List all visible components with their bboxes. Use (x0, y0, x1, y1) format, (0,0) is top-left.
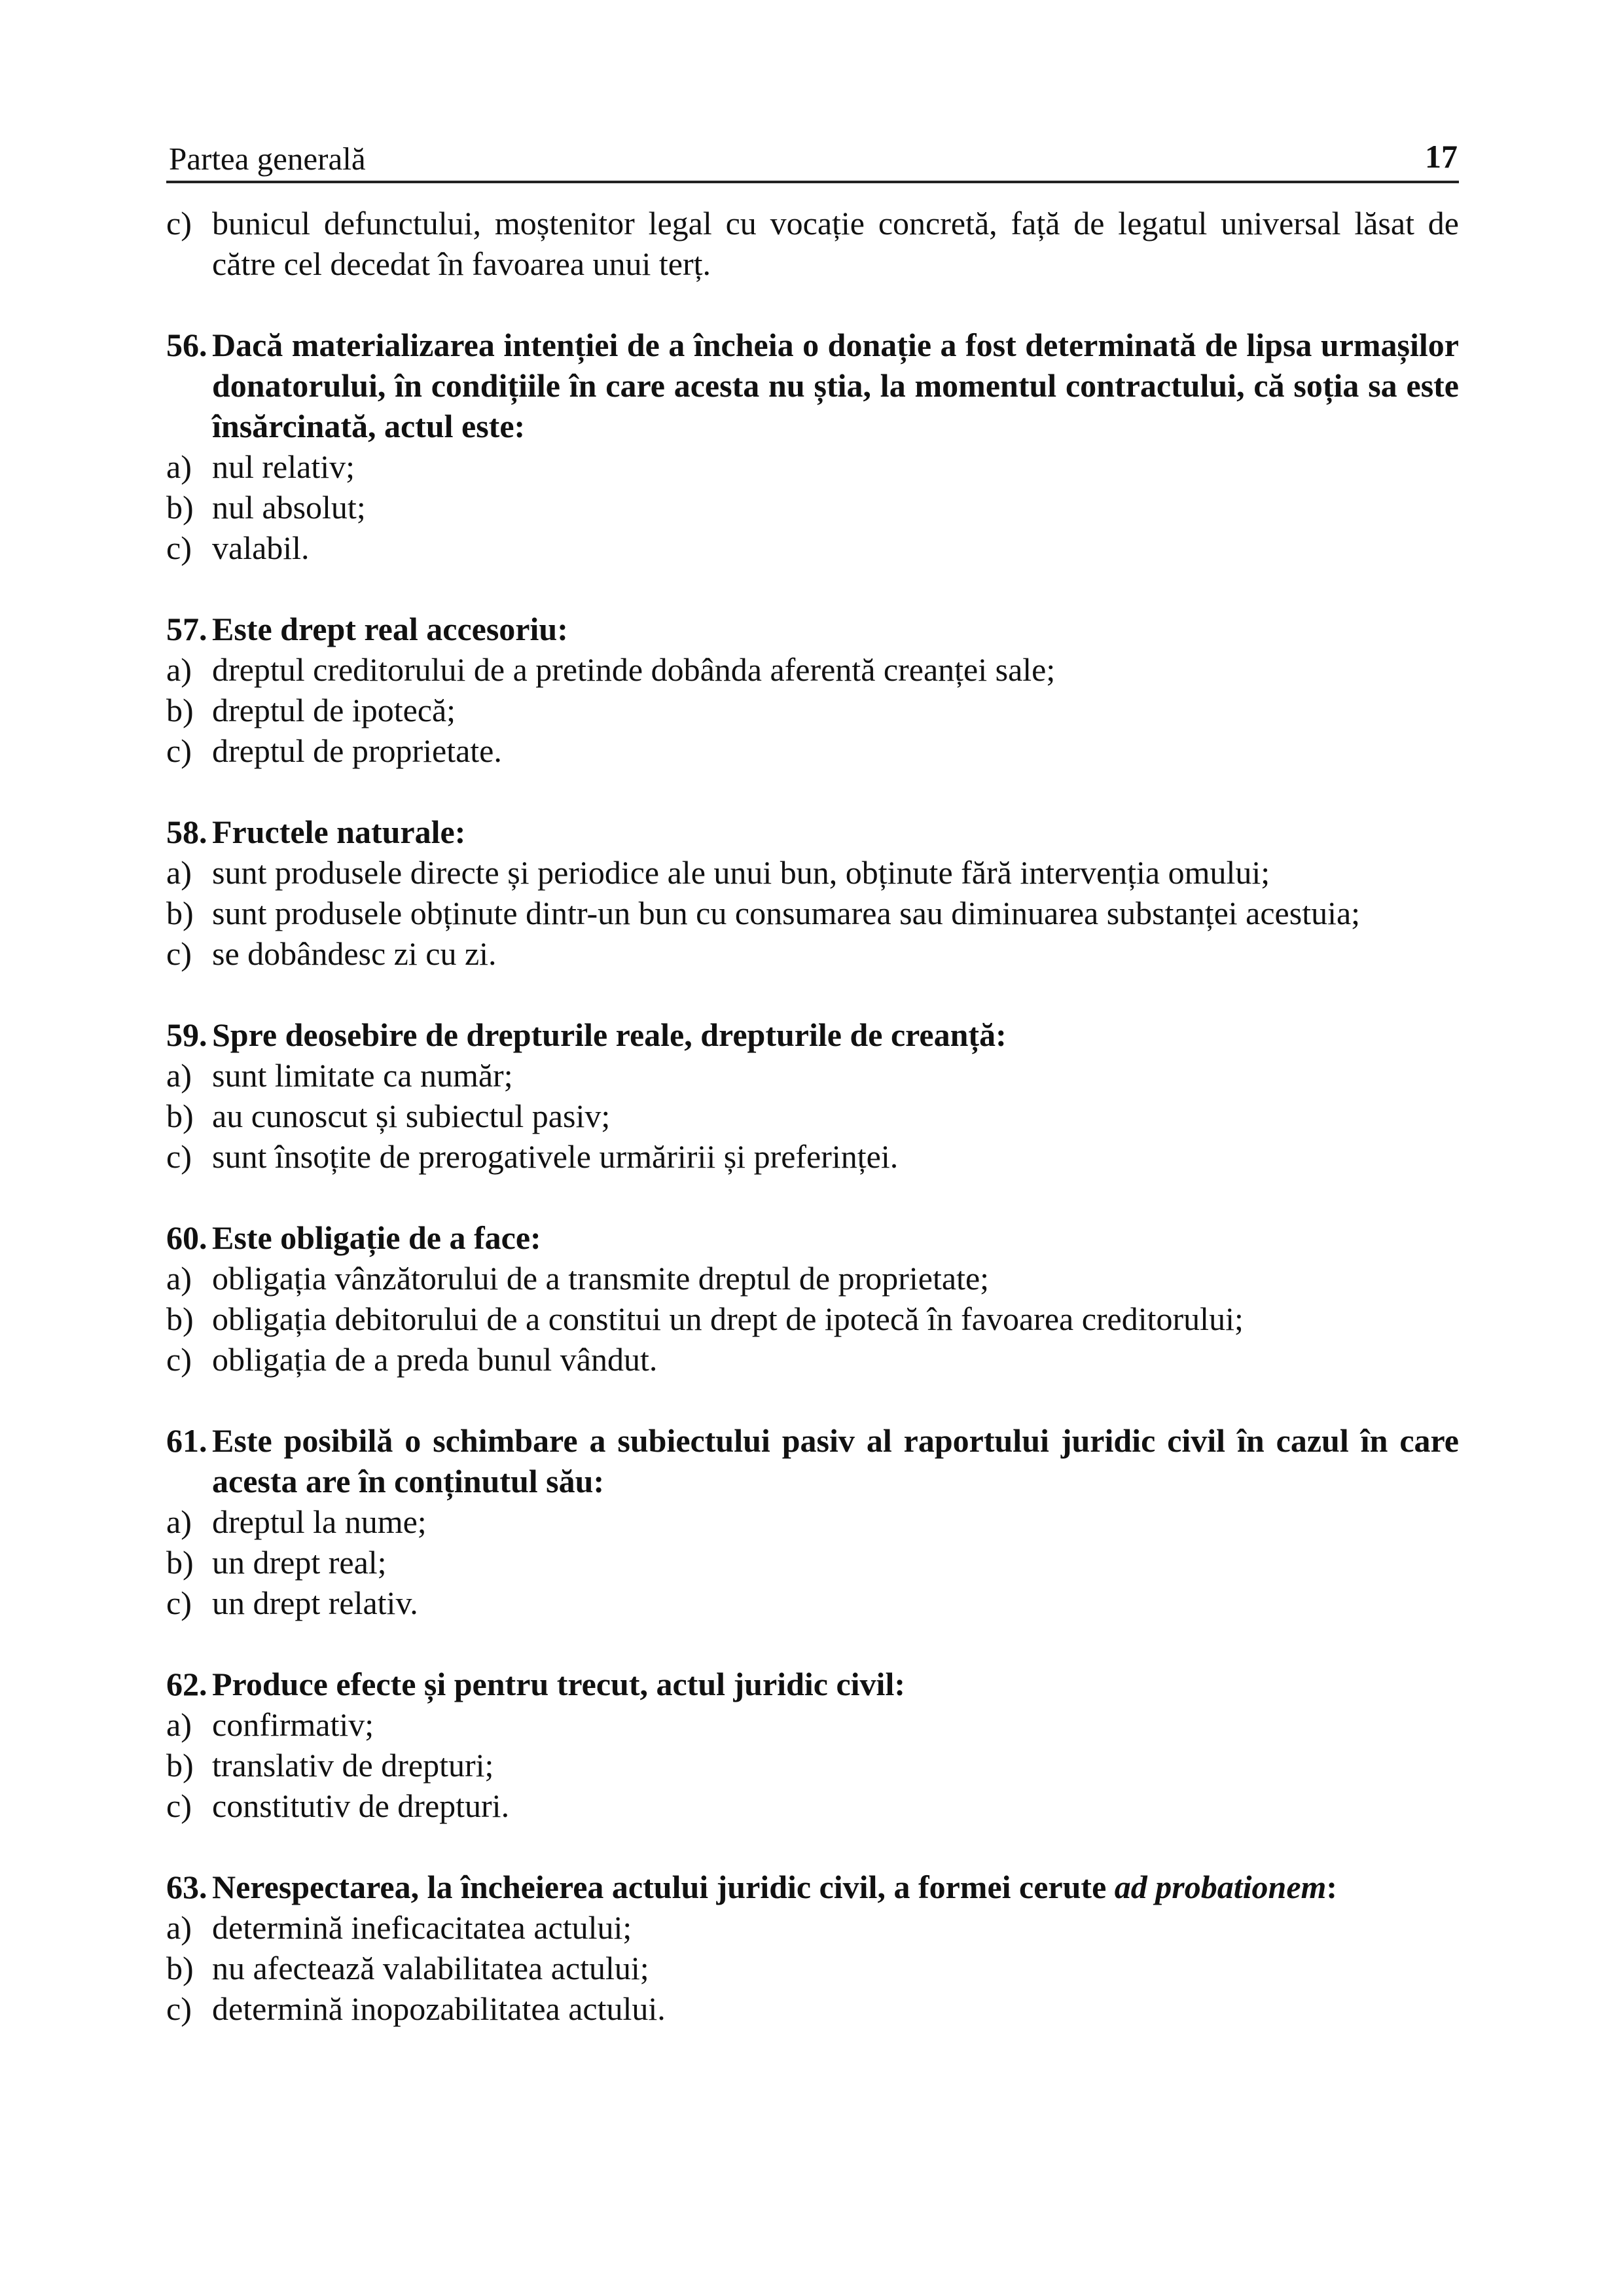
question-59 (166, 1014, 1459, 1177)
option-c (166, 1785, 1459, 1826)
option-c (166, 730, 1459, 771)
option-c (166, 528, 1459, 568)
option-b (166, 1096, 1459, 1136)
question-body: Este drept real accesoriu: (212, 611, 568, 647)
option-label: b) (166, 1747, 194, 1784)
option-text: translativ de drepturi; (212, 1747, 494, 1784)
option-text: sunt produsele directe și periodice ale unui bun, obținute fără intervenția omului; (212, 854, 1270, 891)
question-number: 59. (166, 1016, 207, 1053)
question-text (166, 609, 1459, 649)
question-number: 61. (166, 1422, 207, 1459)
question-body: Nerespectarea, la încheierea actului juridic civil, a formei cerute (212, 1869, 1107, 1905)
option-text: nul relativ; (212, 448, 355, 485)
option-text: sunt produsele obținute dintr-un bun cu consumarea sau diminuarea substanței acestuia; (212, 895, 1361, 931)
option-text: valabil. (212, 529, 310, 566)
option-b (166, 487, 1459, 528)
option-text: nu afectează valabilitatea actului; (212, 1950, 649, 1986)
option-c (166, 1988, 1459, 2029)
option-a (166, 649, 1459, 690)
question-body: Dacă materializarea intenției de a încheia o donație a fost determinată de lipsa urmașilor donatorului, în condițiile în care acesta nu știa, la momentul contractului, că soția sa este însărcinată, actul este: (212, 327, 1459, 444)
question-number: 58. (166, 814, 207, 850)
question-number: 57. (166, 611, 207, 647)
question-57 (166, 609, 1459, 771)
option-c (166, 1339, 1459, 1380)
running-title: Partea generală (169, 141, 366, 177)
option-label: a) (166, 854, 192, 891)
option-label: b) (166, 489, 194, 526)
option-label: a) (166, 1260, 192, 1297)
question-text (166, 1664, 1459, 1704)
option-c (166, 933, 1459, 974)
carryover-option (166, 203, 1459, 284)
option-text: obligația de a preda bunul vândut. (212, 1341, 658, 1378)
option-label: c) (166, 1585, 192, 1621)
option-label: c) (166, 935, 192, 972)
option-label: a) (166, 448, 192, 485)
option-a (166, 1704, 1459, 1745)
option-label: c) (166, 1787, 192, 1824)
option-a (166, 1501, 1459, 1542)
option-label: a) (166, 1706, 192, 1743)
option-label: b) (166, 1950, 194, 1986)
question-number: 56. (166, 327, 207, 363)
option-b (166, 1745, 1459, 1785)
option-b (166, 893, 1459, 933)
option-text: dreptul de proprietate. (212, 732, 502, 769)
option-a (166, 446, 1459, 487)
option-text: bunicul defunctului, moștenitor legal cu vocație concretă, față de legatul universal lăsat de către cel decedat în favoarea unui terț. (212, 205, 1459, 282)
question-end: : (1326, 1869, 1338, 1905)
option-label: a) (166, 1909, 192, 1946)
option-text: dreptul la nume; (212, 1503, 427, 1540)
option-b (166, 1948, 1459, 1988)
question-body: Fructele naturale: (212, 814, 466, 850)
question-body: Spre deosebire de drepturile reale, drepturile de creanță: (212, 1016, 1007, 1053)
option-label: c) (166, 205, 192, 242)
option-label: b) (166, 1544, 194, 1581)
option-b (166, 1299, 1459, 1339)
option-label: a) (166, 651, 192, 688)
option-text: obligația debitorului de a constitui un drept de ipotecă în favoarea creditorului; (212, 1300, 1244, 1337)
option-text: un drept real; (212, 1544, 387, 1581)
option-c (166, 1583, 1459, 1623)
question-body: Este obligație de a face: (212, 1219, 541, 1256)
option-text: dreptul creditorului de a pretinde dobânda aferentă creanței sale; (212, 651, 1056, 688)
option-label: c) (166, 732, 192, 769)
option-a (166, 1907, 1459, 1948)
question-number: 63. (166, 1869, 207, 1905)
option-text: au cunoscut și subiectul pasiv; (212, 1098, 611, 1134)
option-text: dreptul de ipotecă; (212, 692, 456, 728)
option-label: b) (166, 895, 194, 931)
page-body (166, 203, 1459, 2029)
question-body: Este posibilă o schimbare a subiectului pasiv al raportului juridic civil în cazul în care acesta are în conținutul său: (212, 1422, 1459, 1499)
option-text: un drept relativ. (212, 1585, 418, 1621)
option-label: c) (166, 1138, 192, 1175)
question-number: 62. (166, 1666, 207, 1702)
option-label: c) (166, 529, 192, 566)
question-text (166, 1217, 1459, 1258)
option-c (166, 1136, 1459, 1177)
question-text (166, 1867, 1459, 1907)
question-text (166, 1420, 1459, 1501)
option-label: c) (166, 1990, 192, 2027)
option-text: sunt limitate ca număr; (212, 1057, 513, 1094)
option-label: c) (166, 1341, 192, 1378)
page-number: 17 (1425, 138, 1458, 175)
option-label: a) (166, 1503, 192, 1540)
option-a (166, 1258, 1459, 1299)
question-text (166, 1014, 1459, 1055)
question-63 (166, 1867, 1459, 2029)
question-body: Produce efecte și pentru trecut, actul juridic civil: (212, 1666, 905, 1702)
option-text: constitutiv de drepturi. (212, 1787, 510, 1824)
option-text: nul absolut; (212, 489, 366, 526)
question-58 (166, 812, 1459, 974)
question-text (166, 812, 1459, 852)
question-56 (166, 325, 1459, 568)
option-b (166, 1542, 1459, 1583)
option-a (166, 852, 1459, 893)
option-label: b) (166, 1098, 194, 1134)
option-text: sunt însoțite de prerogativele urmăririi și preferinței. (212, 1138, 899, 1175)
page-header (166, 137, 1459, 183)
option-text: determină ineficacitatea actului; (212, 1909, 632, 1946)
option-text: se dobândesc zi cu zi. (212, 935, 497, 972)
option-b (166, 690, 1459, 730)
question-61 (166, 1420, 1459, 1623)
option-a (166, 1055, 1459, 1096)
question-text (166, 325, 1459, 446)
question-italic-term: ad probationem (1114, 1869, 1327, 1905)
question-62 (166, 1664, 1459, 1826)
option-label: a) (166, 1057, 192, 1094)
question-60 (166, 1217, 1459, 1380)
option-text: determină inopozabilitatea actului. (212, 1990, 666, 2027)
option-label: b) (166, 1300, 194, 1337)
option-text: obligația vânzătorului de a transmite dreptul de proprietate; (212, 1260, 990, 1297)
option-text: confirmativ; (212, 1706, 374, 1743)
question-number: 60. (166, 1219, 207, 1256)
option-label: b) (166, 692, 194, 728)
